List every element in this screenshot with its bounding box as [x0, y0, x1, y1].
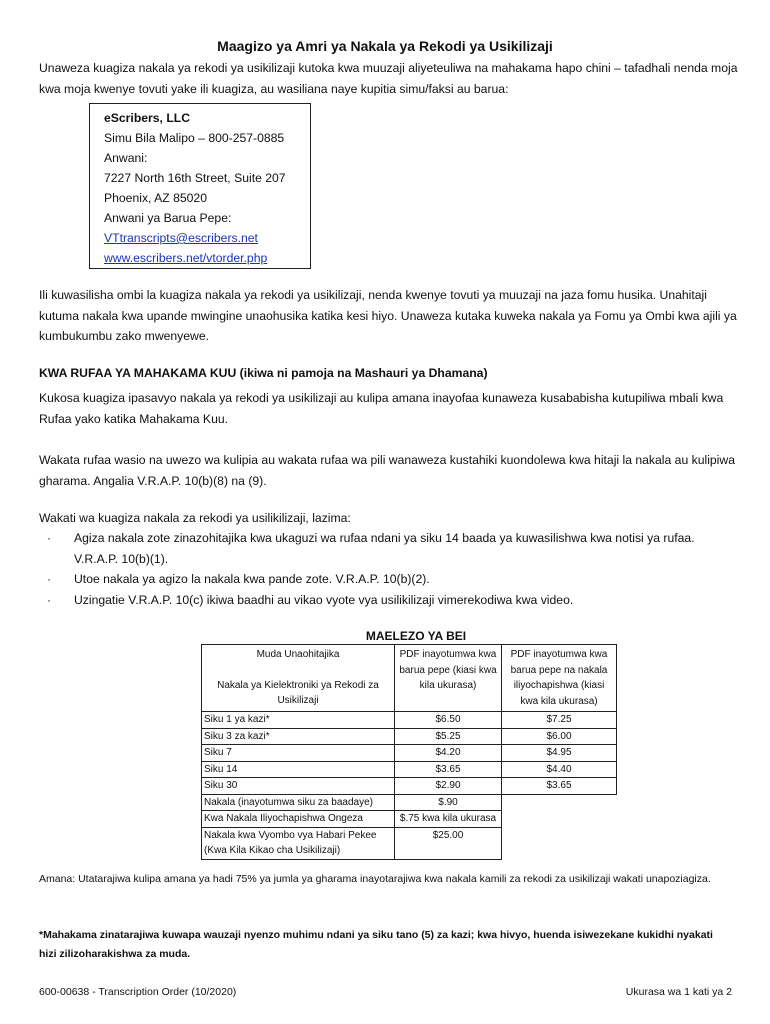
table-row: Nakala kwa Vyombo vya Habari Pekee (Kwa Kila Kikao cha Usikilizaji) $25.00: [202, 827, 617, 859]
vendor-contact-box: [89, 103, 311, 269]
table-row: Siku 3 za kazi* $5.25 $6.00: [202, 728, 617, 745]
table-header-row: [202, 645, 617, 712]
page-number: Ukurasa wa 1 kati ya 2: [625, 986, 732, 998]
bullet-glyph: ·: [47, 572, 52, 586]
header-pdf-email: PDF inayotumwa kwa barua pepe (kiasi kwa kila ukurasa): [395, 645, 502, 712]
form-number: 600-00638 - Transcription Order (10/2020): [39, 986, 237, 998]
table-row: Siku 30 $2.90 $3.65: [202, 778, 617, 795]
vendor-email-label: Anwani ya Barua Pepe:: [104, 211, 232, 225]
vendor-address-label: Anwani:: [104, 151, 148, 165]
requirements-list: [39, 528, 739, 610]
appeal-section-heading: KWA RUFAA YA MAHAKAMA KUU (ikiwa ni pamoja na Mashauri ya Dhamana): [39, 366, 488, 380]
header-duration: Muda Unaohitajika Nakala ya Kielektroniki ya Rekodi za Usikilizaji: [202, 645, 395, 712]
vendor-city: Phoenix, AZ 85020: [104, 191, 207, 205]
appeal-paragraph-1: Kukosa kuagiza ipasavyo nakala ya rekodi ya usikilizaji au kulipa amana inayofaa kunaweza kusababisha kutupiliwa mbali kwa Rufaa yako katika Mahakama Kuu.: [39, 391, 724, 426]
table-row: Siku 1 ya kazi* $6.50 $7.25: [202, 712, 617, 729]
table-row: Siku 7 $4.20 $4.95: [202, 745, 617, 762]
appeal-paragraph-2: Wakata rufaa wasio na uwezo wa kulipia au wakata rufaa wa pili wanaweza kustahiki kuondolewa kwa hitaji la nakala au kulipiwa gharama. Angalia V.R.A.P. 10(b)(8) na (9).: [39, 453, 735, 488]
page-title: Maagizo ya Amri ya Nakala ya Rekodi ya Usikilizaji: [217, 38, 553, 54]
court-note: *Mahakama zinatarajiwa kuwapa wauzaji nyenzo muhimu ndani ya siku tano (5) za kazi; kwa hivyo, huenda isiwezekane kukidhi nyakati hizi zilizoharakishwa za muda.: [39, 929, 713, 960]
intro-paragraph: Unaweza kuagiza nakala ya rekodi ya usikilizaji kutoka kwa muuzaji aliyeteuliwa na mahakama hapo chini – tafadhali nenda moja kwa moja kwenye tovuti yake ili kuagiza, au wasiliana naye kupitia simu/faksi au barua:: [39, 61, 738, 96]
vendor-name: eScribers, LLC: [104, 111, 191, 125]
submit-paragraph: Ili kuwasilisha ombi la kuagiza nakala ya rekodi ya usikilizaji, nenda kwenye tovuti ya muuzaji na jaza fomu husika. Unahitaji kutuma nakala kwa upande mwingine unaohusika katika kesi hiyo. Unaweza kutaka kuweka nakala ya Fomu ya Ombi kwa ajili ya kumbukumbu zako mwenyewe.: [39, 288, 737, 343]
price-table-caption: MAELEZO YA BEI: [365, 629, 467, 643]
bullet-glyph: ·: [47, 531, 52, 545]
table-row: Siku 14 $3.65 $4.40: [202, 761, 617, 778]
list-item: · Utoe nakala ya agizo la nakala kwa pande zote. V.R.A.P. 10(b)(2).: [39, 569, 739, 590]
header-pdf-printed: PDF inayotumwa kwa barua pepe na nakala iliyochapishwa (kiasi kwa kila ukurasa): [502, 645, 617, 712]
deposit-note: Amana: Utatarajiwa kulipa amana ya hadi 75% ya jumla ya gharama inayotarajiwa kwa nakala kamili za rekodi za usikilizaji wakati unapoziagiza.: [39, 873, 711, 885]
table-row: Nakala (inayotumwa siku za baadaye) $.90: [202, 794, 617, 811]
vendor-street: 7227 North 16th Street, Suite 207: [104, 171, 286, 185]
requirements-intro: Wakati wa kuagiza nakala za rekodi ya usilikilizaji, lazima:: [39, 511, 351, 525]
vendor-phone: Simu Bila Malipo – 800-257-0885: [104, 131, 285, 145]
vendor-email-link[interactable]: VTtranscripts@escribers.net: [104, 231, 258, 245]
list-item: · Uzingatie V.R.A.P. 10(c) ikiwa baadhi au vikao vyote vya usilikilizaji vimerekodiwa kwa video.: [39, 590, 739, 611]
price-table: [201, 644, 617, 860]
bullet-glyph: ·: [47, 592, 52, 607]
list-item: · Agiza nakala zote zinazohitajika kwa ukaguzi wa rufaa ndani ya siku 14 baada ya kuwasilishwa kwa notisi ya rufaa. V.R.A.P. 10(b)(1).: [39, 528, 739, 569]
vendor-website-link[interactable]: www.escribers.net/vtorder.php: [104, 251, 268, 265]
table-row: Kwa Nakala Iliyochapishwa Ongeza $.75 kwa kila ukurasa: [202, 811, 617, 828]
